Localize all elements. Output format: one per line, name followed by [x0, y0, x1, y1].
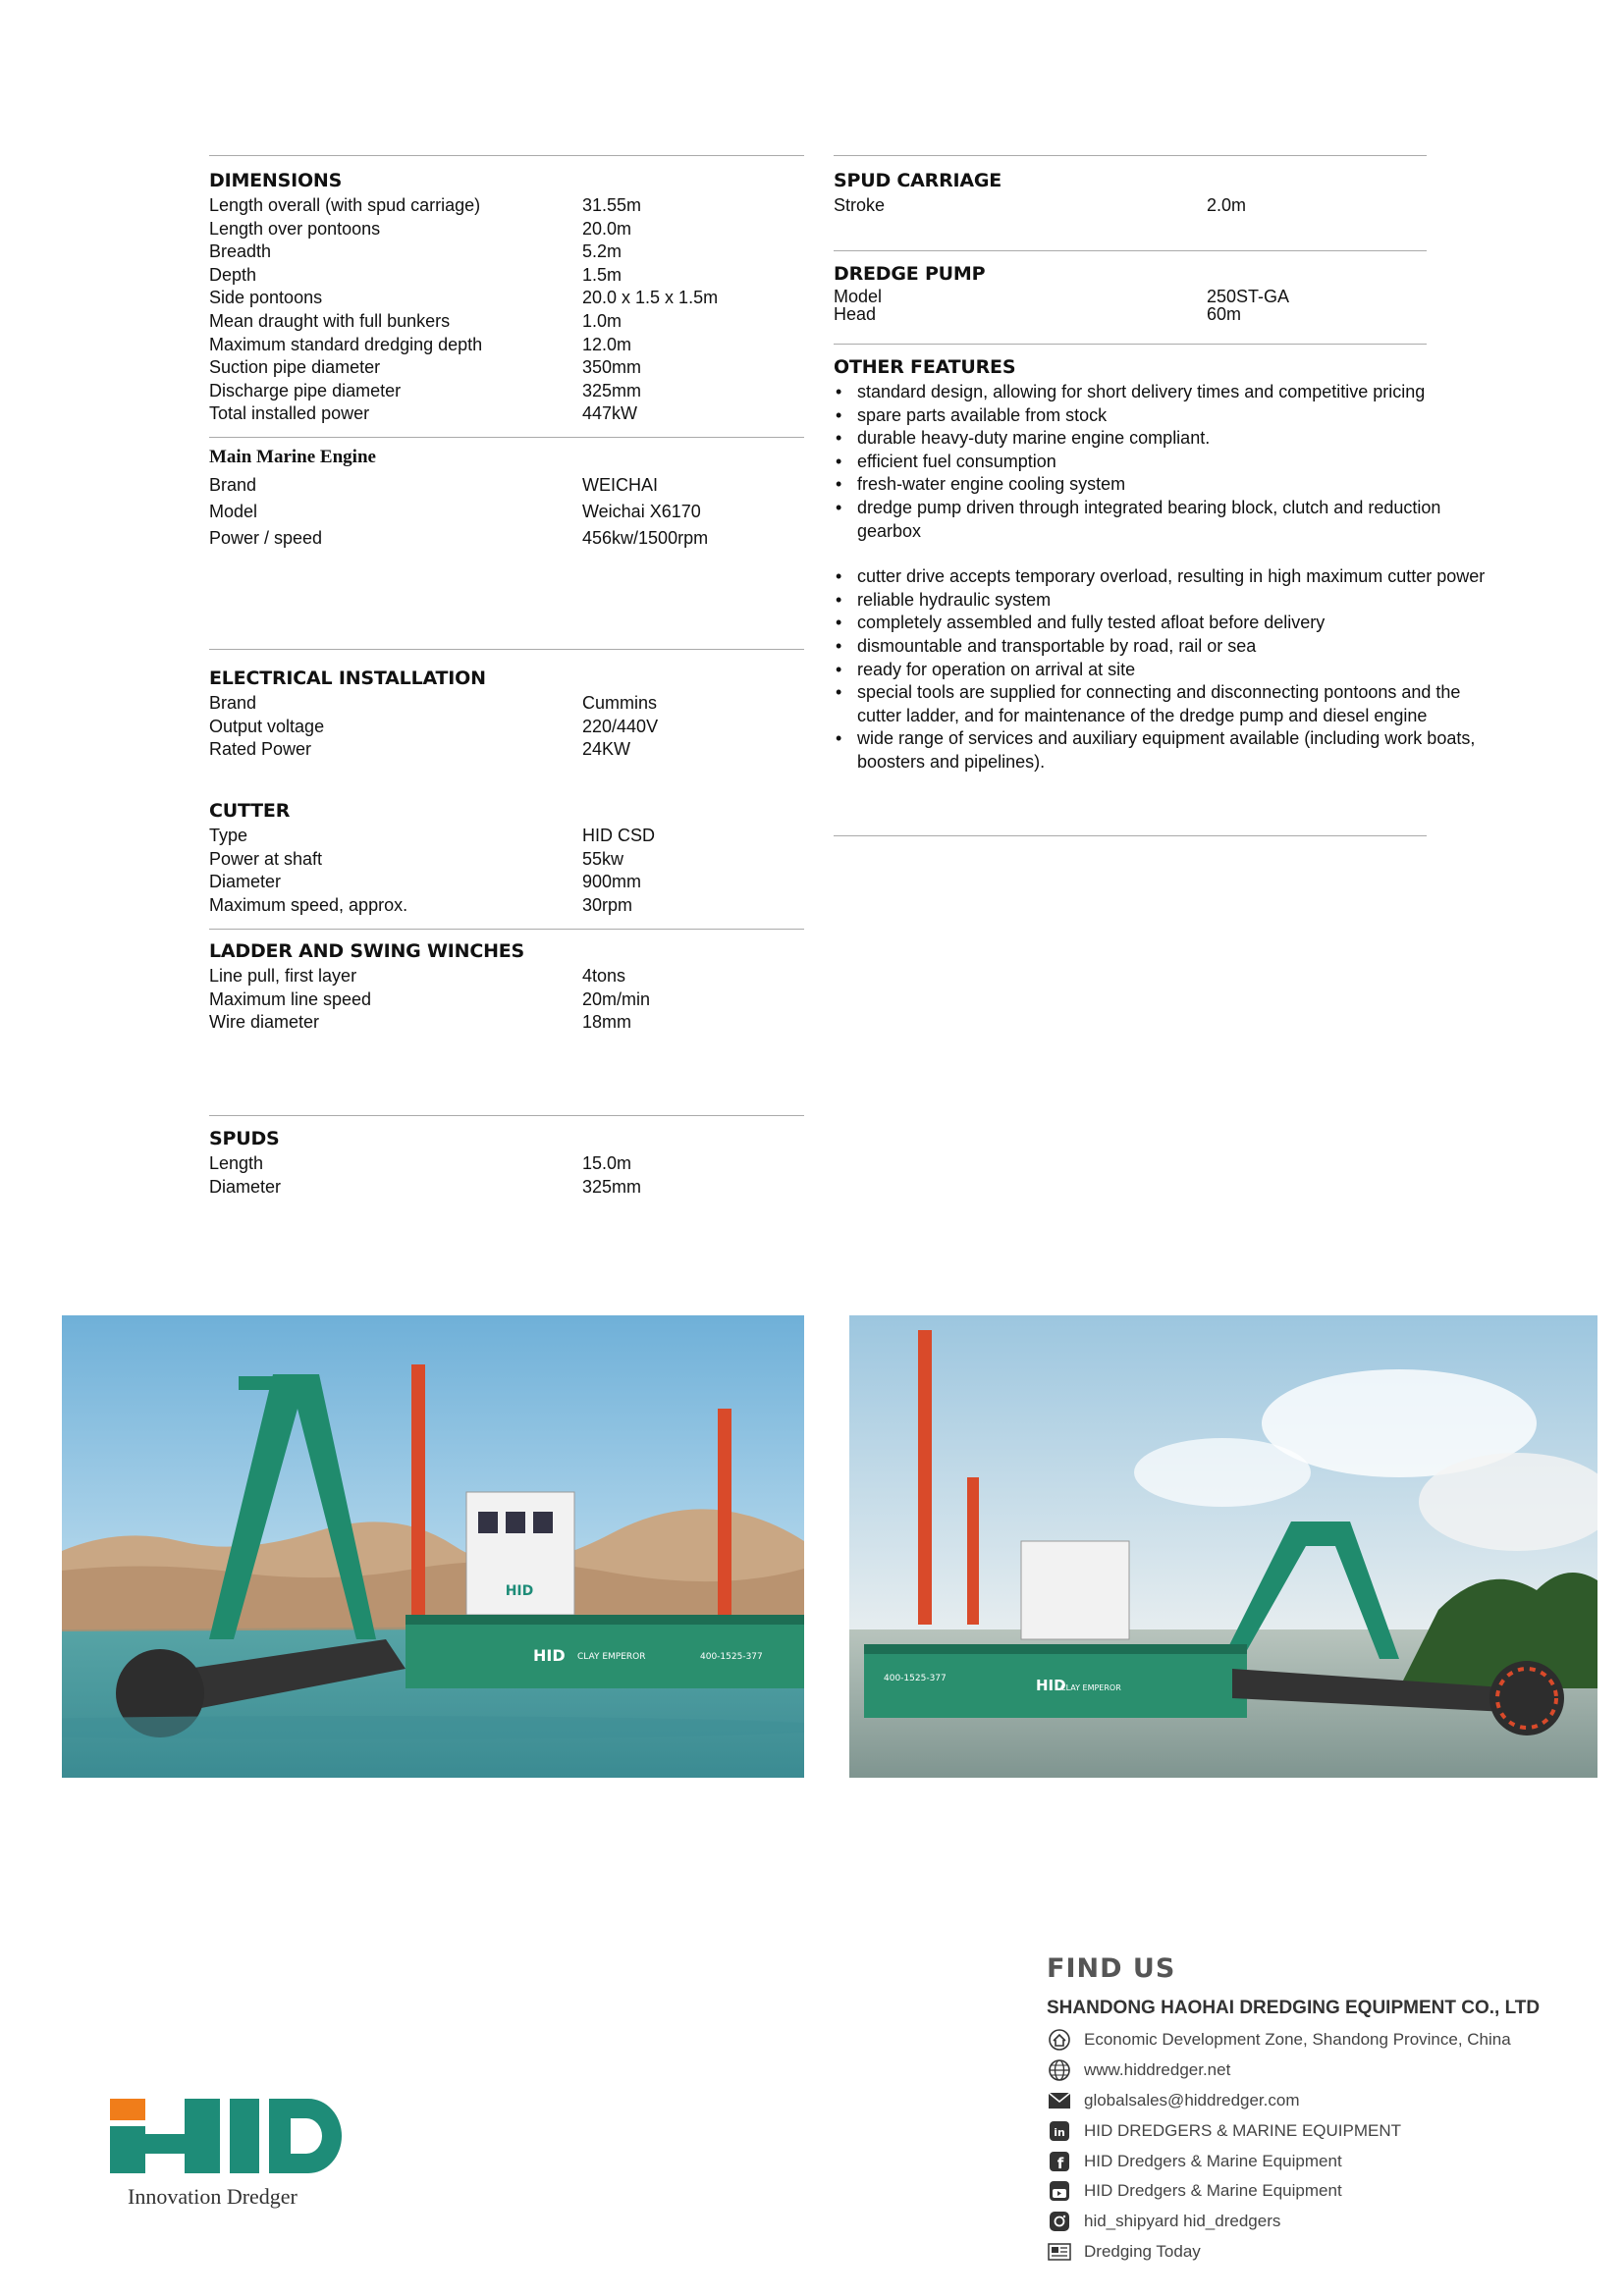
features-list	[834, 381, 1501, 774]
contact-text[interactable]: HID DREDGERS & MARINE EQUIPMENT	[1084, 2120, 1402, 2140]
spec-row	[209, 402, 804, 426]
winches-rows	[209, 965, 804, 1035]
spec-value: 15.0m	[582, 1153, 632, 1173]
logo-tagline: Innovation Dredger	[128, 2184, 298, 2209]
photo-right-hull-name: CLAY EMPEROR	[1060, 1683, 1121, 1692]
spec-label: Diameter	[209, 872, 282, 892]
electrical-section	[209, 667, 804, 762]
spec-value: 350mm	[582, 357, 642, 378]
contact-line[interactable]	[1047, 2056, 1557, 2086]
spec-value: HID CSD	[582, 826, 656, 845]
spec-label: Rated Power	[209, 739, 312, 760]
spuds-title: SPUDS	[209, 1128, 280, 1149]
spec-label: Model	[209, 502, 258, 521]
spec-row	[209, 287, 804, 310]
spec-label: Length overall (with spud carriage)	[209, 195, 481, 215]
spec-row	[209, 525, 804, 552]
spec-value: 5.2m	[582, 241, 623, 262]
spec-value: 220/440V	[582, 716, 659, 736]
dredger-photo-right	[849, 1315, 1597, 1778]
spec-value: 55kw	[582, 848, 624, 869]
spec-label: Maximum line speed	[209, 988, 372, 1009]
feature-item: • durable heavy-duty marine engine compliant.	[834, 427, 1501, 451]
spec-label: Side pontoons	[209, 288, 323, 308]
spec-row	[209, 692, 804, 716]
contact-line[interactable]	[1047, 2115, 1557, 2146]
spec-row	[209, 240, 804, 264]
spec-value: 12.0m	[582, 334, 632, 354]
contact-text[interactable]: globalsales@hiddredger.com	[1084, 2090, 1300, 2109]
spec-row	[834, 288, 1427, 305]
spec-value: 24KW	[582, 739, 631, 760]
photo-left-hull-name: CLAY EMPEROR	[577, 1652, 646, 1662]
spec-value: 2.0m	[1207, 195, 1247, 215]
spec-value: 900mm	[582, 872, 642, 892]
svg-text:f: f	[1056, 2154, 1064, 2172]
photo-right-hull-number: 400-1525-377	[884, 1674, 947, 1683]
company-name: SHANDONG HAOHAI DREDGING EQUIPMENT CO., LTD	[1047, 1998, 1541, 2018]
contact-text[interactable]: hid_shipyard hid_dredgers	[1084, 2212, 1281, 2231]
dredge-pump-title: DREDGE PUMP	[834, 263, 986, 285]
contact-text[interactable]: HID Dredgers & Marine Equipment	[1084, 2151, 1342, 2170]
spec-row	[209, 1152, 804, 1176]
spec-row	[209, 472, 804, 499]
engine-section	[209, 446, 804, 552]
spud-carriage-rows	[834, 194, 1427, 218]
contact-line[interactable]	[1047, 2086, 1557, 2116]
spec-row	[209, 334, 804, 357]
facebook-icon	[1047, 2151, 1072, 2172]
feature-item: • reliable hydraulic system	[834, 589, 1501, 613]
spec-row	[209, 380, 804, 403]
spec-value: Cummins	[582, 693, 658, 713]
feature-item: • wide range of services and auxiliary equipment available (including work boats, boosters and pipelines).	[834, 727, 1501, 774]
find-us-section	[1047, 1953, 1557, 2267]
winches-title: LADDER AND SWING WINCHES	[209, 940, 525, 962]
spec-row	[834, 194, 1427, 218]
spec-value: 30rpm	[582, 894, 633, 915]
spec-value: 31.55m	[582, 195, 642, 215]
globe-icon	[1047, 2059, 1072, 2081]
contact-text[interactable]: Dredging Today	[1084, 2241, 1201, 2261]
dimensions-rows	[209, 194, 804, 426]
spec-label: Head	[834, 304, 877, 324]
svg-text:in: in	[1054, 2125, 1065, 2139]
contact-text[interactable]: HID Dredgers & Marine Equipment	[1084, 2181, 1342, 2201]
spec-value: 1.0m	[582, 310, 623, 331]
spud-carriage-title: SPUD CARRIAGE	[834, 170, 1002, 191]
feature-item: • efficient fuel consumption	[834, 451, 1501, 474]
linkedin-icon	[1047, 2120, 1072, 2142]
spec-label: Suction pipe diameter	[209, 357, 381, 378]
spec-row	[209, 310, 804, 334]
feature-item: • completely assembled and fully tested afloat before delivery	[834, 612, 1501, 635]
spec-row	[209, 965, 804, 988]
spec-label: Stroke	[834, 195, 886, 215]
cutter-title: CUTTER	[209, 800, 291, 822]
spec-row	[209, 218, 804, 241]
spec-label: Brand	[209, 475, 257, 495]
feature-item: • special tools are supplied for connecting and disconnecting pontoons and the cutter ladder, and for maintenance of the dredge pump and diesel engine	[834, 681, 1501, 727]
hid-logo-mark	[106, 2093, 347, 2181]
spec-row	[209, 894, 804, 918]
dimensions-section	[209, 170, 804, 426]
spec-value: 20.0m	[582, 218, 632, 239]
contact-line[interactable]	[1047, 2237, 1557, 2268]
spec-value: WEICHAI	[582, 475, 659, 495]
spec-value: Weichai X6170	[582, 502, 701, 521]
spec-label: Brand	[209, 693, 257, 713]
engine-title: Main Marine Engine	[209, 447, 376, 467]
spec-label: Length	[209, 1153, 264, 1173]
spec-label: Maximum speed, approx.	[209, 894, 408, 915]
cutter-rows	[209, 825, 804, 917]
mail-icon	[1047, 2090, 1072, 2111]
feature-item: • ready for operation on arrival at site	[834, 659, 1501, 682]
youtube-icon	[1047, 2180, 1072, 2202]
spec-value: 20m/min	[582, 988, 651, 1009]
spec-label: Wire diameter	[209, 1012, 320, 1033]
spec-value: 1.5m	[582, 264, 623, 285]
contact-line[interactable]	[1047, 2176, 1557, 2207]
feature-item: • cutter drive accepts temporary overload, resulting in high maximum cutter power	[834, 565, 1501, 589]
spec-value: 20.0 x 1.5 x 1.5m	[582, 288, 719, 308]
electrical-title: ELECTRICAL INSTALLATION	[209, 667, 486, 689]
other-features-title: OTHER FEATURES	[834, 356, 1016, 378]
feature-item: • dismountable and transportable by road, rail or sea	[834, 635, 1501, 659]
feature-item: • spare parts available from stock	[834, 404, 1501, 428]
cutter-section	[209, 800, 804, 917]
spud-carriage-section	[834, 170, 1427, 218]
dredger-photo-right-svg	[849, 1315, 1597, 1778]
spec-label: Discharge pipe diameter	[209, 380, 402, 400]
contact-line[interactable]	[1047, 2146, 1557, 2176]
spec-row	[209, 499, 804, 525]
spec-row	[834, 305, 1427, 323]
spec-row	[209, 264, 804, 288]
other-features-section	[834, 356, 1501, 774]
electrical-rows	[209, 692, 804, 762]
photo-right-hull-logo: HID	[1036, 1677, 1066, 1694]
winches-section	[209, 940, 804, 1035]
photo-left-hull-logo: HID	[533, 1646, 566, 1665]
dredge-pump-section	[834, 263, 1427, 323]
spec-value: 447kW	[582, 403, 638, 424]
spec-row	[209, 1011, 804, 1035]
spec-row	[209, 716, 804, 739]
spec-label: Output voltage	[209, 716, 325, 736]
spec-row	[209, 848, 804, 872]
spec-label: Line pull, first layer	[209, 966, 357, 986]
spec-label: Type	[209, 826, 248, 845]
spec-label: Breadth	[209, 241, 272, 262]
spec-label: Power at shaft	[209, 848, 323, 869]
dimensions-title: DIMENSIONS	[209, 170, 343, 191]
spec-label: Mean draught with full bunkers	[209, 310, 451, 331]
feature-item: • fresh-water engine cooling system	[834, 473, 1501, 497]
spec-label: Maximum standard dredging depth	[209, 334, 483, 354]
feature-item: • standard design, allowing for short delivery times and competitive pricing	[834, 381, 1501, 404]
spec-row	[209, 738, 804, 762]
spec-row	[209, 194, 804, 218]
spec-label: Model	[834, 287, 883, 306]
spec-value: 18mm	[582, 1012, 632, 1033]
spec-value: 456kw/1500rpm	[582, 528, 709, 548]
dredger-photo-left-svg	[62, 1315, 804, 1778]
spec-value: 60m	[1207, 304, 1242, 324]
instagram-icon	[1047, 2211, 1072, 2232]
home-icon	[1047, 2029, 1072, 2051]
dredger-photo-left	[62, 1315, 804, 1778]
contact-line	[1047, 2025, 1557, 2056]
spec-label: Power / speed	[209, 528, 323, 548]
dredge-pump-rows	[834, 288, 1427, 323]
spec-row	[209, 871, 804, 894]
spuds-rows	[209, 1152, 804, 1199]
find-us-title: FIND US	[1047, 1953, 1176, 1984]
contact-line[interactable]	[1047, 2207, 1557, 2237]
spec-label: Diameter	[209, 1176, 282, 1197]
contact-text[interactable]: www.hiddredger.net	[1084, 2060, 1231, 2080]
photo-left-hull-number: 400-1525-377	[700, 1652, 763, 1662]
news-icon	[1047, 2241, 1072, 2263]
contact-text: Economic Development Zone, Shandong Province, China	[1084, 2030, 1511, 2050]
spec-label: Depth	[209, 264, 257, 285]
photo-left-cabin-logo: HID	[505, 1583, 534, 1599]
spec-label: Total installed power	[209, 403, 370, 424]
spec-row	[209, 825, 804, 848]
spec-value: 250ST-GA	[1207, 287, 1290, 306]
spec-value: 4tons	[582, 966, 626, 986]
contact-list	[1047, 2025, 1557, 2267]
hid-logo	[106, 2093, 352, 2211]
spuds-section	[209, 1128, 804, 1199]
spec-row	[209, 356, 804, 380]
feature-item: • dredge pump driven through integrated bearing block, clutch and reduction gearbox	[834, 497, 1501, 543]
spec-label: Length over pontoons	[209, 218, 381, 239]
spec-row	[209, 1176, 804, 1200]
spec-value: 325mm	[582, 1176, 642, 1197]
spec-value: 325mm	[582, 380, 642, 400]
engine-rows	[209, 472, 804, 552]
spec-row	[209, 988, 804, 1012]
